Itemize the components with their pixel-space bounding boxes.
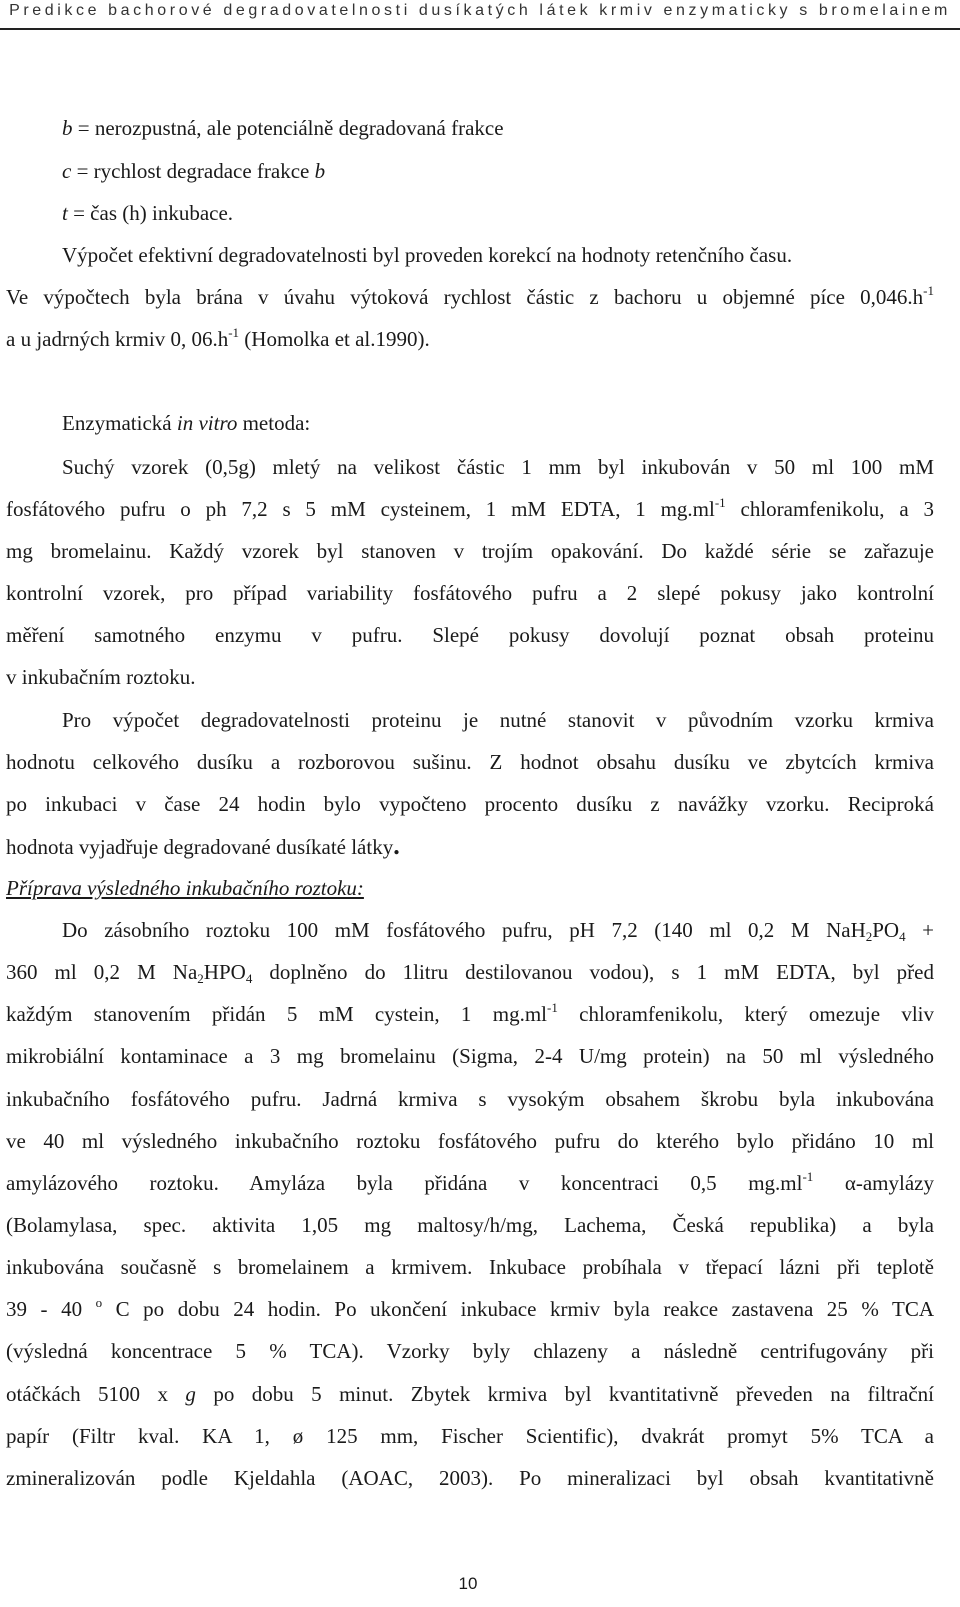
prep-line3: každým stanovením přidán 5 mM cystein, 1 $mg.ml^{-1}$ chloramfenikolu, který omezuje vliv xyxy=(6,1000,934,1026)
enzym-line4: kontrolní vzorek, pro případ variability fosfátového pufru a 2 slepé pokusy jako kontrolní xyxy=(6,581,934,605)
enzym-line5: měření samotného enzymu v pufru. Slepé pokusy dovolují poznat obsah proteinu xyxy=(6,623,934,647)
prep-line2: 360 ml 0,2 M $Na_2HPO_4$ doplněno do 1litru destilovanou vodou), s 1 mM EDTA, byl před xyxy=(6,960,934,986)
prep-line8: (Bolamylasa, spec. aktivita 1,05 mg maltosy/h/mg, Lachema, Česká republika) a byla xyxy=(6,1213,934,1237)
running-header: Predikce bachorové degradovatelnosti dusíkatých látek krmiv enzymaticky s bromelainem xyxy=(9,2,951,19)
enzym-heading: Enzymatická in vitro metoda: xyxy=(62,411,311,435)
enzym-line2: fosfátového pufru o ph 7,2 s 5 mM cysteinem, 1 mM EDTA, 1 $mg.ml^{-1}$ chloramfenikolu, a 3 xyxy=(6,495,934,521)
enzym-line6: v inkubačním roztoku. xyxy=(6,665,196,689)
prep-line13: papír (Filtr kval. KA 1, ø 125 mm, Fischer Scientific), dvakrát promyt 5% TCA a xyxy=(6,1424,934,1448)
definition-c: c = rychlost degradace frakce b xyxy=(62,159,326,183)
prep-line11: (výsledná koncentrace 5 % TCA). Vzorky byly chlazeny a následně centrifugovány při xyxy=(6,1339,934,1363)
enzym-line1: Suchý vzorek (0,5g) mletý na velikost částic 1 mm byl inkubován v 50 ml 100 mM xyxy=(62,455,934,479)
calc-line1: Pro výpočet degradovatelnosti proteinu je nutné stanovit v původním vzorku krmiva xyxy=(62,708,934,732)
prep-line10: 39 - 40 $^o$ C po dobu 24 hodin. Po ukončení inkubace krmiv byla reakce zastavena 25 % TCA xyxy=(6,1295,934,1321)
prep-line6: ve 40 ml výsledného inkubačního roztoku fosfátového pufru do kterého bylo přidáno 10 ml xyxy=(6,1129,934,1153)
prep-line7: amylázového roztoku. Amyláza byla přidána v koncentraci 0,5 $mg.ml^{-1}$ α-amylázy xyxy=(6,1169,934,1195)
prep-heading: Příprava výsledného inkubačního roztoku: xyxy=(6,876,364,900)
prep-line12: otáčkách 5100 x g po dobu 5 minut. Zbytek krmiva byl kvantitativně převeden na filtrační xyxy=(6,1382,934,1406)
calc-line2: hodnotu celkového dusíku a rozborovou sušinu. Z hodnot obsahu dusíku ve zbytcích krmiva xyxy=(6,750,934,774)
calc-line4: hodnota vyjadřuje degradované dusíkaté látky. xyxy=(6,831,400,860)
header-rule xyxy=(0,28,960,30)
prep-line1: Do zásobního roztoku 100 mM fosfátového pufru, pH 7,2 (140 ml 0,2 M $NaH_2PO_4$ + xyxy=(62,918,934,944)
prep-line14: zmineralizován podle Kjeldahla (AOAC, 2003). Po mineralizaci byl obsah kvantitativně xyxy=(6,1466,934,1490)
definition-b: b = nerozpustná, ale potenciálně degradovaná frakce xyxy=(62,116,504,140)
page-number: 10 xyxy=(458,1574,478,1593)
prep-line9: inkubována současně s bromelainem a krmivem. Inkubace probíhala v třepací lázni při teplotě xyxy=(6,1255,934,1279)
definition-t: t = čas (h) inkubace. xyxy=(62,201,234,225)
para1-line1: Výpočet efektivní degradovatelnosti byl proveden korekcí na hodnoty retenčního času. xyxy=(62,243,793,267)
calc-line3: po inkubaci v čase 24 hodin bylo vypočteno procento dusíku z navážky vzorku. Reciproká xyxy=(6,792,934,816)
enzym-line3: mg bromelainu. Každý vzorek byl stanoven v trojím opakování. Do každé série se zařazuje xyxy=(6,539,934,563)
para1-line2: Ve výpočtech byla brána v úvahu výtoková rychlost částic z bachoru u objemné píce $0,046.h^{-1}$ xyxy=(6,283,934,309)
para1-line3: a u jadrných krmiv 0, $06.h^{-1}$ (Homolka et al.1990). xyxy=(6,325,430,351)
prep-line4: mikrobiální kontaminace a 3 mg bromelainu (Sigma, 2-4 U/mg protein) na 50 ml výsledného xyxy=(6,1044,934,1068)
prep-line5: inkubačního fosfátového pufru. Jadrná krmiva s vysokým obsahem škrobu byla inkubována xyxy=(6,1087,934,1111)
